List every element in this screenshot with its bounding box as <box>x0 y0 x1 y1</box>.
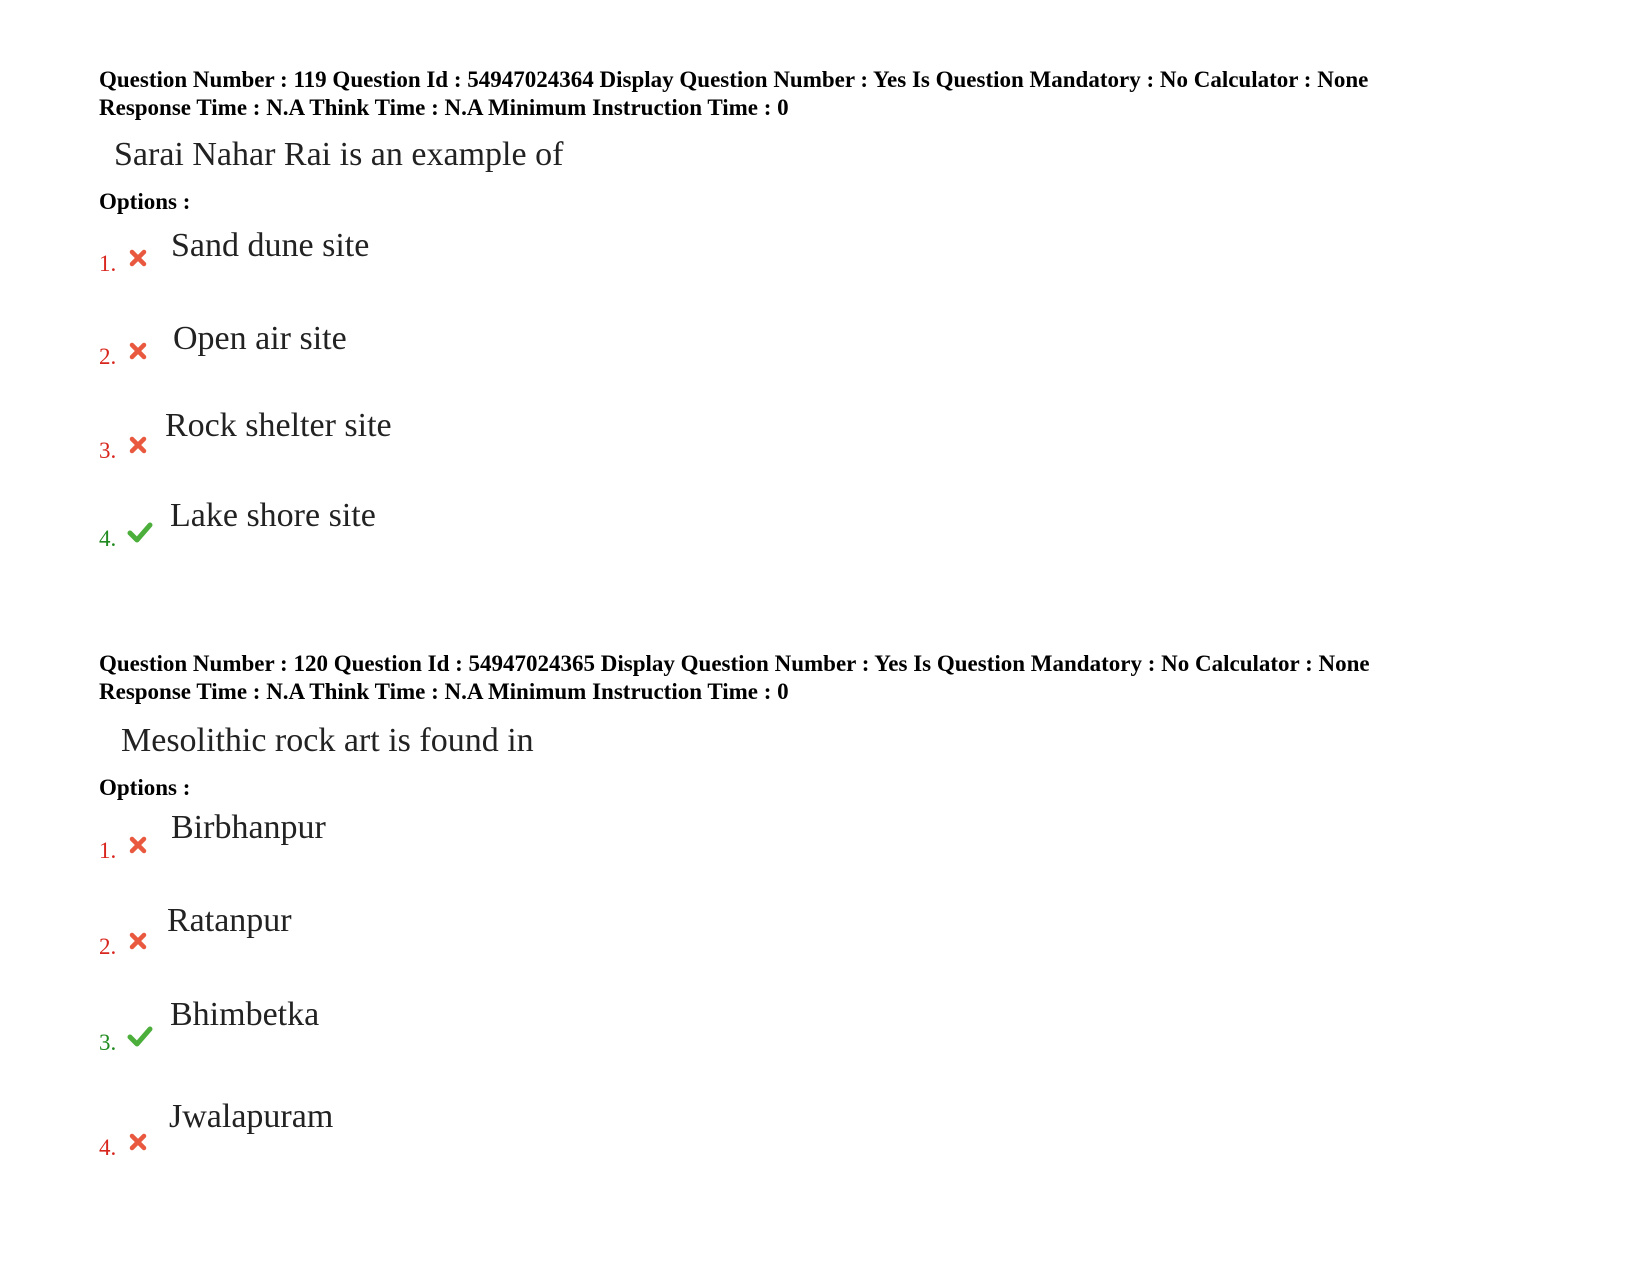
option-number: 1. <box>99 838 117 863</box>
option-number: 1. <box>99 251 117 276</box>
question-meta-line-1: Question Number : 120 Question Id : 54947024365 Display Question Number : Yes Is Question Mandatory : No Calculator : None <box>99 651 1370 676</box>
option-2 <box>99 320 799 384</box>
question-meta-line-2: Response Time : N.A Think Time : N.A Minimum Instruction Time : 0 <box>99 95 789 120</box>
option-3 <box>99 996 799 1070</box>
option-text: Bhimbetka <box>170 996 320 1033</box>
options-label: Options : <box>99 189 191 214</box>
option-text: Lake shore site <box>170 497 376 534</box>
option-number: 3. <box>99 1030 117 1055</box>
option-number: 2. <box>99 934 117 959</box>
option-3 <box>99 407 799 478</box>
cross-icon <box>127 930 149 952</box>
cross-icon <box>127 1131 149 1153</box>
option-text: Ratanpur <box>167 902 292 939</box>
option-1 <box>99 809 799 878</box>
question-block-120 <box>99 650 1619 1160</box>
option-4 <box>99 1098 799 1175</box>
question-meta-line-2: Response Time : N.A Think Time : N.A Minimum Instruction Time : 0 <box>99 679 789 704</box>
option-2 <box>99 902 799 974</box>
cross-icon <box>127 834 149 856</box>
check-icon <box>127 1024 153 1048</box>
option-number: 2. <box>99 344 117 369</box>
option-text: Sand dune site <box>171 227 370 264</box>
options-label: Options : <box>99 775 191 800</box>
option-4 <box>99 497 799 566</box>
question-stem: Mesolithic rock art is found in <box>121 722 534 759</box>
cross-icon <box>127 247 149 269</box>
option-1 <box>99 227 799 291</box>
question-meta-line-1: Question Number : 119 Question Id : 54947024364 Display Question Number : Yes Is Question Mandatory : No Calculator : None <box>99 67 1369 92</box>
option-text: Birbhanpur <box>171 809 326 846</box>
option-text: Rock shelter site <box>165 407 392 444</box>
option-number: 3. <box>99 438 117 463</box>
question-stem: Sarai Nahar Rai is an example of <box>114 136 564 173</box>
cross-icon <box>127 434 149 456</box>
question-block-119 <box>99 66 1619 551</box>
check-icon <box>127 520 153 544</box>
option-text: Open air site <box>173 320 347 357</box>
option-text: Jwalapuram <box>169 1098 334 1135</box>
option-number: 4. <box>99 526 117 551</box>
option-number: 4. <box>99 1135 117 1160</box>
cross-icon <box>127 340 149 362</box>
